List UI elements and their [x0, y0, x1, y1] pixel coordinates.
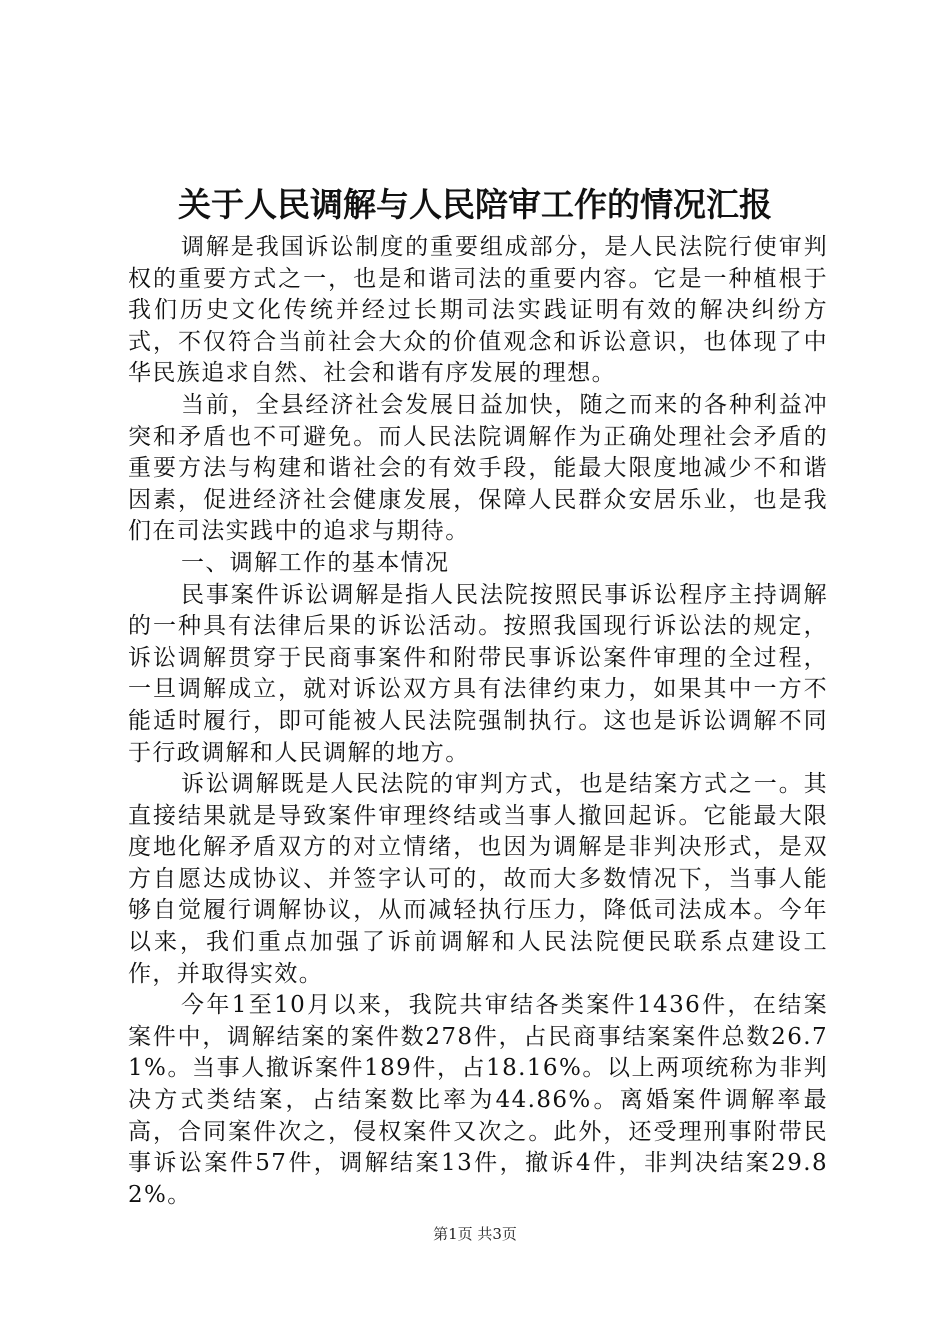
page-footer: 第1页 共3页	[433, 1225, 517, 1243]
paragraph-statistics: 今年1至10月以来，我院共审结各类案件1436件，在结案案件中，调解结案的案件数278件，占民商事结案案件总数26.71%。当事人撤诉案件189件，占18.16%。以上两项统称为非判决方式类结案，占结案数比率为44.86%。离婚案件调解率最高，合同案件次之，侵权案件又次之。此外，还受理刑事附带民事诉讼案件57件，调解结案13件，撤诉4件，非判决结案29.82%。	[128, 992, 828, 1208]
document-body	[128, 232, 828, 1211]
paragraph-current-situation: 当前，全县经济社会发展日益加快，随之而来的各种利益冲突和矛盾也不可避免。而人民法院调解作为正确处理社会矛盾的重要方法与构建和谐社会的有效手段，能最大限度地减少不和谐因素，促进经济社会健康发展，保障人民群众安居乐业，也是我们在司法实践中的追求与期待。	[128, 391, 828, 545]
section-heading: 一、调解工作的基本情况	[181, 549, 450, 576]
paragraph-mediation-method: 诉讼调解既是人民法院的审判方式，也是结案方式之一。其直接结果就是导致案件审理终结或当事人撤回起诉。它能最大限度地化解矛盾双方的对立情绪，也因为调解是非判决形式，是双方自愿达成协议、并签字认可的，故而大多数情况下，当事人能够自觉履行调解协议，从而减轻执行压力，降低司法成本。今年以来，我们重点加强了诉前调解和人民法院便民联系点建设工作，并取得实效。	[128, 771, 828, 987]
paragraph-definition: 民事案件诉讼调解是指人民法院按照民事诉讼程序主持调解的一种具有法律后果的诉讼活动。按照我国现行诉讼法的规定，诉讼调解贯穿于民商事案件和附带民事诉讼案件审理的全过程，一旦调解成立，就对诉讼双方具有法律约束力，如果其中一方不能适时履行，即可能被人民法院强制执行。这也是诉讼调解不同于行政调解和人民调解的地方。	[128, 581, 828, 766]
paragraph-intro: 调解是我国诉讼制度的重要组成部分，是人民法院行使审判权的重要方式之一，也是和谐司法的重要内容。它是一种植根于我们历史文化传统并经过长期司法实践证明有效的解决纠纷方式，不仅符合当前社会大众的价值观念和诉讼意识，也体现了中华民族追求自然、社会和谐有序发展的理想。	[128, 234, 828, 387]
document-title: 关于人民调解与人民陪审工作的情况汇报	[178, 185, 772, 224]
